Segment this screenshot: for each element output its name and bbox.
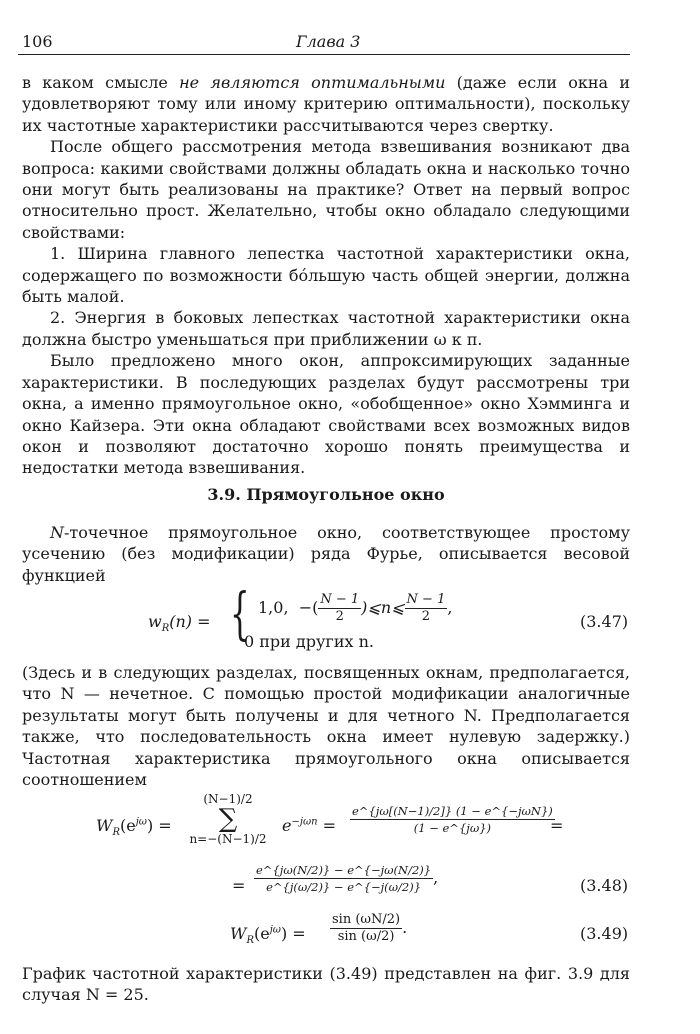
section-text-2 bbox=[22, 662, 630, 790]
equation-number-3-49: (3.49) bbox=[580, 924, 629, 943]
section-heading: 3.9. Прямоугольное окно bbox=[207, 485, 445, 504]
page-number: 106 bbox=[22, 32, 53, 51]
equation-3-47-lhs: $w_R(n)$ = bbox=[148, 612, 211, 635]
summation bbox=[188, 792, 268, 846]
summation-sign: ∑ bbox=[218, 804, 238, 834]
equation-number-3-47: (3.47) bbox=[580, 612, 629, 631]
paragraph-1: в каком смысле не являются оптимальными (даже если окна и удовлетворяют тому или иному критерию оптимальности), поскольку их частотные характеристики рассчитываются через свертку. bbox=[22, 73, 631, 135]
summation-upper-limit: (N−1)/2 bbox=[203, 792, 253, 806]
list-item-2: 2. Энергия в боковых лепестках частотной характеристики окна должна быстро уменьшаться при приближении ω к π. bbox=[22, 308, 630, 349]
header-rule bbox=[18, 54, 630, 55]
equation-3-49-lhs: $W_R(e^{j\omega})$ = bbox=[230, 924, 306, 947]
equation-3-48-term: $e^{-j\omega n}$ = bbox=[282, 816, 337, 835]
summation-lower-limit: n=−(N−1)/2 bbox=[189, 832, 267, 846]
equation-number-3-48: (3.48) bbox=[580, 876, 629, 895]
paragraph-3: Было предложено много окон, аппроксимирующих заданные характеристики. В последующих разделах будут рассмотрены три окна, а именно прямоугольное окно, «обобщенное» окно Хэмминга и окно Кайзера. Эти окна обладают свойствами всех возможных видов окон и позволяют достаточно хорошо понять преимущества и недостатки метода взвешивания. bbox=[22, 351, 630, 478]
paragraph-2: После общего рассмотрения метода взвешивания возникают два вопроса: какими свойствами должны обладать окна и насколько точно они могут быть реализованы на практике? Ответ на первый вопрос относительно прост. Желательно, чтобы окно обладало следующими свойствами: bbox=[22, 137, 630, 242]
equation-3-48-lhs: $W_R(e^{j\omega})$ = bbox=[96, 816, 172, 839]
equation-3-48-equals: = bbox=[550, 816, 564, 835]
chapter-title: Глава 3 bbox=[296, 32, 361, 51]
equation-3-48-equals-2: = bbox=[232, 876, 246, 895]
equation-3-49-fraction: $\frac{\sin (\omega N/2)}{\sin (\omega/2)}$ . bbox=[332, 912, 408, 944]
equation-3-47-case-2: 0 при других n. bbox=[244, 632, 374, 651]
equation-3-48-fraction-1: $\frac{\text{e\textasciicircum{}\{jω[(N−1)/2]\} (1 − e\textasciicircum{}\{−jωN\})}}{(1 - e\^{}\{j\omega\})}$ bbox=[352, 804, 553, 835]
closing-paragraph: График частотной характеристики (3.49) представлен на фиг. 3.9 для случая N = 25. bbox=[22, 964, 630, 1005]
emphasis: не являются оптимальными bbox=[179, 73, 446, 92]
equation-3-47-case-1: 1,0, −( $\frac{N - 1}{2}$ )⩽n⩽ $\frac{N - 1}{2}$ , bbox=[258, 592, 453, 624]
list-item-1: 1. Ширина главного лепестка частотной характеристики окна, содержащего по возможности бóльшую часть общей энергии, должна быть малой. bbox=[22, 244, 630, 307]
section-text bbox=[22, 522, 630, 586]
closing-text bbox=[22, 963, 630, 1006]
equation-3-48-fraction-2: $\frac{e\^{}\{j\omega(N/2)\} - e\^{}\{-j\omega(N/2)\}}{e\^{}\{j(\omega/2)\} - e\^{}\{-j(\omega/2)\}}$ , bbox=[256, 863, 439, 894]
page-header bbox=[18, 30, 630, 52]
section-paragraph-2: (Здесь и в следующих разделах, посвященных окнам, предполагается, что N — нечетное. С помощью простой модификации аналогичные результаты могут быть получены и для четного N. Предполагается также, что последовательность окна имеет нулевую задержку.) Частотная характеристика прямоугольного окна описывается соотношением bbox=[22, 663, 630, 790]
section-paragraph-1: N-точечное прямоугольное окно, соответствующее простому усечению (без модификации) ряда Фурье, описывается весовой функцией bbox=[22, 523, 630, 585]
equation-brace: { bbox=[230, 582, 250, 647]
body-text bbox=[22, 72, 630, 479]
